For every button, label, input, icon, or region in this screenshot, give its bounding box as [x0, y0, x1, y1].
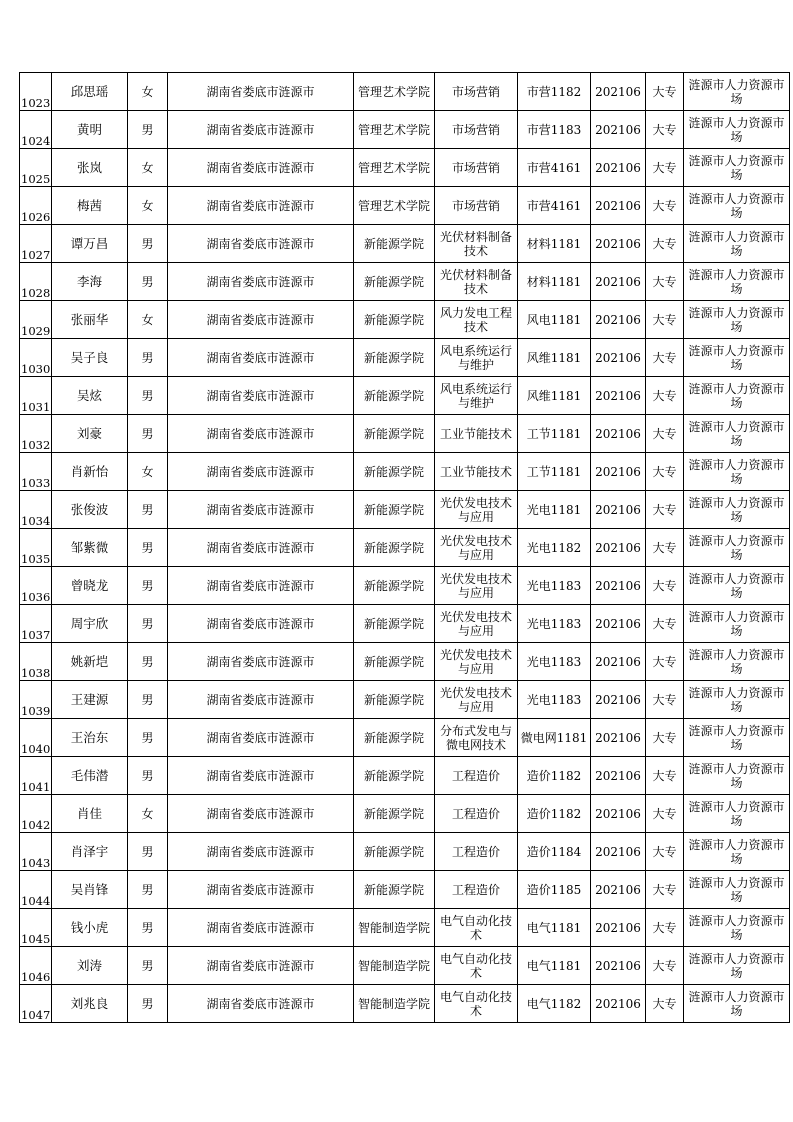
row-number-cell: 1034 [20, 491, 52, 529]
gender-cell: 女 [128, 149, 168, 187]
table-row [20, 339, 790, 377]
college-cell: 新能源学院 [354, 681, 435, 719]
destination-cell: 涟源市人力资源市场 [684, 529, 790, 567]
graduation-date-cell: 202106 [591, 339, 646, 377]
college-cell: 新能源学院 [354, 567, 435, 605]
gender-cell: 女 [128, 187, 168, 225]
origin-cell: 湖南省娄底市涟源市 [168, 339, 354, 377]
major-cell: 工程造价 [435, 833, 518, 871]
graduation-date-cell: 202106 [591, 377, 646, 415]
education-level-cell: 大专 [646, 605, 684, 643]
name-cell: 肖新怡 [52, 453, 128, 491]
table-row [20, 605, 790, 643]
table-row [20, 643, 790, 681]
class-cell: 市营1183 [518, 111, 591, 149]
row-number-cell: 1036 [20, 567, 52, 605]
education-level-cell: 大专 [646, 719, 684, 757]
table-row [20, 377, 790, 415]
college-cell: 新能源学院 [354, 529, 435, 567]
name-cell: 王建源 [52, 681, 128, 719]
origin-cell: 湖南省娄底市涟源市 [168, 909, 354, 947]
destination-cell: 涟源市人力资源市场 [684, 339, 790, 377]
major-cell: 电气自动化技术 [435, 909, 518, 947]
education-level-cell: 大专 [646, 909, 684, 947]
education-level-cell: 大专 [646, 149, 684, 187]
education-level-cell: 大专 [646, 795, 684, 833]
table-row [20, 301, 790, 339]
class-cell: 材料1181 [518, 263, 591, 301]
education-level-cell: 大专 [646, 871, 684, 909]
graduation-date-cell: 202106 [591, 529, 646, 567]
gender-cell: 男 [128, 415, 168, 453]
destination-cell: 涟源市人力资源市场 [684, 301, 790, 339]
row-number-cell: 1040 [20, 719, 52, 757]
row-number-cell: 1029 [20, 301, 52, 339]
college-cell: 管理艺术学院 [354, 149, 435, 187]
gender-cell: 男 [128, 871, 168, 909]
major-cell: 市场营销 [435, 187, 518, 225]
name-cell: 梅茜 [52, 187, 128, 225]
origin-cell: 湖南省娄底市涟源市 [168, 681, 354, 719]
table-row [20, 73, 790, 111]
major-cell: 风力发电工程技术 [435, 301, 518, 339]
row-number-cell: 1042 [20, 795, 52, 833]
education-level-cell: 大专 [646, 833, 684, 871]
major-cell: 风电系统运行与维护 [435, 339, 518, 377]
education-level-cell: 大专 [646, 757, 684, 795]
gender-cell: 男 [128, 909, 168, 947]
name-cell: 毛伟潜 [52, 757, 128, 795]
table-row [20, 681, 790, 719]
table-row [20, 909, 790, 947]
table-row [20, 491, 790, 529]
origin-cell: 湖南省娄底市涟源市 [168, 453, 354, 491]
name-cell: 吴肖锋 [52, 871, 128, 909]
destination-cell: 涟源市人力资源市场 [684, 187, 790, 225]
class-cell: 电气1182 [518, 985, 591, 1023]
name-cell: 吴子良 [52, 339, 128, 377]
row-number-cell: 1041 [20, 757, 52, 795]
gender-cell: 男 [128, 529, 168, 567]
class-cell: 风维1181 [518, 339, 591, 377]
table-body [20, 73, 790, 1023]
origin-cell: 湖南省娄底市涟源市 [168, 757, 354, 795]
college-cell: 新能源学院 [354, 871, 435, 909]
row-number-cell: 1043 [20, 833, 52, 871]
class-cell: 光电1181 [518, 491, 591, 529]
graduation-date-cell: 202106 [591, 453, 646, 491]
origin-cell: 湖南省娄底市涟源市 [168, 947, 354, 985]
origin-cell: 湖南省娄底市涟源市 [168, 377, 354, 415]
gender-cell: 男 [128, 225, 168, 263]
gender-cell: 男 [128, 681, 168, 719]
table-row [20, 149, 790, 187]
graduation-date-cell: 202106 [591, 301, 646, 339]
education-level-cell: 大专 [646, 187, 684, 225]
major-cell: 光伏发电技术与应用 [435, 605, 518, 643]
row-number-cell: 1031 [20, 377, 52, 415]
graduation-date-cell: 202106 [591, 187, 646, 225]
college-cell: 管理艺术学院 [354, 73, 435, 111]
college-cell: 新能源学院 [354, 377, 435, 415]
origin-cell: 湖南省娄底市涟源市 [168, 225, 354, 263]
education-level-cell: 大专 [646, 529, 684, 567]
origin-cell: 湖南省娄底市涟源市 [168, 719, 354, 757]
education-level-cell: 大专 [646, 73, 684, 111]
college-cell: 新能源学院 [354, 491, 435, 529]
gender-cell: 男 [128, 719, 168, 757]
college-cell: 新能源学院 [354, 795, 435, 833]
gender-cell: 男 [128, 985, 168, 1023]
destination-cell: 涟源市人力资源市场 [684, 225, 790, 263]
row-number-cell: 1046 [20, 947, 52, 985]
destination-cell: 涟源市人力资源市场 [684, 73, 790, 111]
origin-cell: 湖南省娄底市涟源市 [168, 643, 354, 681]
education-level-cell: 大专 [646, 263, 684, 301]
college-cell: 新能源学院 [354, 757, 435, 795]
graduation-date-cell: 202106 [591, 909, 646, 947]
college-cell: 智能制造学院 [354, 909, 435, 947]
origin-cell: 湖南省娄底市涟源市 [168, 567, 354, 605]
major-cell: 分布式发电与微电网技术 [435, 719, 518, 757]
origin-cell: 湖南省娄底市涟源市 [168, 529, 354, 567]
graduation-date-cell: 202106 [591, 149, 646, 187]
destination-cell: 涟源市人力资源市场 [684, 833, 790, 871]
college-cell: 新能源学院 [354, 643, 435, 681]
row-number-cell: 1045 [20, 909, 52, 947]
table-row [20, 719, 790, 757]
name-cell: 李海 [52, 263, 128, 301]
class-cell: 市营1182 [518, 73, 591, 111]
gender-cell: 男 [128, 111, 168, 149]
major-cell: 风电系统运行与维护 [435, 377, 518, 415]
class-cell: 电气1181 [518, 947, 591, 985]
college-cell: 新能源学院 [354, 225, 435, 263]
college-cell: 管理艺术学院 [354, 187, 435, 225]
destination-cell: 涟源市人力资源市场 [684, 909, 790, 947]
gender-cell: 男 [128, 757, 168, 795]
name-cell: 王治东 [52, 719, 128, 757]
education-level-cell: 大专 [646, 225, 684, 263]
college-cell: 智能制造学院 [354, 947, 435, 985]
name-cell: 张岚 [52, 149, 128, 187]
graduation-date-cell: 202106 [591, 415, 646, 453]
origin-cell: 湖南省娄底市涟源市 [168, 301, 354, 339]
class-cell: 光电1182 [518, 529, 591, 567]
row-number-cell: 1026 [20, 187, 52, 225]
origin-cell: 湖南省娄底市涟源市 [168, 491, 354, 529]
name-cell: 刘豪 [52, 415, 128, 453]
origin-cell: 湖南省娄底市涟源市 [168, 73, 354, 111]
class-cell: 电气1181 [518, 909, 591, 947]
gender-cell: 男 [128, 263, 168, 301]
graduation-date-cell: 202106 [591, 985, 646, 1023]
class-cell: 光电1183 [518, 567, 591, 605]
row-number-cell: 1023 [20, 73, 52, 111]
major-cell: 光伏发电技术与应用 [435, 681, 518, 719]
table-row [20, 415, 790, 453]
row-number-cell: 1035 [20, 529, 52, 567]
name-cell: 张俊波 [52, 491, 128, 529]
destination-cell: 涟源市人力资源市场 [684, 947, 790, 985]
name-cell: 刘兆良 [52, 985, 128, 1023]
major-cell: 工程造价 [435, 757, 518, 795]
college-cell: 新能源学院 [354, 301, 435, 339]
gender-cell: 女 [128, 453, 168, 491]
gender-cell: 女 [128, 795, 168, 833]
gender-cell: 男 [128, 833, 168, 871]
major-cell: 光伏发电技术与应用 [435, 567, 518, 605]
destination-cell: 涟源市人力资源市场 [684, 719, 790, 757]
college-cell: 新能源学院 [354, 833, 435, 871]
college-cell: 新能源学院 [354, 453, 435, 491]
destination-cell: 涟源市人力资源市场 [684, 757, 790, 795]
class-cell: 光电1183 [518, 681, 591, 719]
class-cell: 材料1181 [518, 225, 591, 263]
origin-cell: 湖南省娄底市涟源市 [168, 985, 354, 1023]
name-cell: 姚新垲 [52, 643, 128, 681]
destination-cell: 涟源市人力资源市场 [684, 795, 790, 833]
name-cell: 张丽华 [52, 301, 128, 339]
major-cell: 电气自动化技术 [435, 947, 518, 985]
major-cell: 工程造价 [435, 871, 518, 909]
destination-cell: 涟源市人力资源市场 [684, 567, 790, 605]
class-cell: 微电网1181 [518, 719, 591, 757]
class-cell: 风电1181 [518, 301, 591, 339]
major-cell: 工业节能技术 [435, 415, 518, 453]
row-number-cell: 1038 [20, 643, 52, 681]
class-cell: 工节1181 [518, 415, 591, 453]
origin-cell: 湖南省娄底市涟源市 [168, 149, 354, 187]
table-row [20, 111, 790, 149]
college-cell: 新能源学院 [354, 415, 435, 453]
destination-cell: 涟源市人力资源市场 [684, 643, 790, 681]
class-cell: 造价1182 [518, 795, 591, 833]
destination-cell: 涟源市人力资源市场 [684, 415, 790, 453]
major-cell: 市场营销 [435, 149, 518, 187]
education-level-cell: 大专 [646, 377, 684, 415]
graduation-date-cell: 202106 [591, 263, 646, 301]
major-cell: 光伏发电技术与应用 [435, 491, 518, 529]
row-number-cell: 1027 [20, 225, 52, 263]
class-cell: 市营4161 [518, 149, 591, 187]
graduate-table [19, 72, 790, 1023]
college-cell: 新能源学院 [354, 719, 435, 757]
major-cell: 光伏材料制备技术 [435, 225, 518, 263]
major-cell: 光伏发电技术与应用 [435, 643, 518, 681]
table-row [20, 567, 790, 605]
graduation-date-cell: 202106 [591, 947, 646, 985]
class-cell: 工节1181 [518, 453, 591, 491]
graduation-date-cell: 202106 [591, 73, 646, 111]
name-cell: 曾晓龙 [52, 567, 128, 605]
graduation-date-cell: 202106 [591, 605, 646, 643]
destination-cell: 涟源市人力资源市场 [684, 111, 790, 149]
name-cell: 谭万昌 [52, 225, 128, 263]
destination-cell: 涟源市人力资源市场 [684, 871, 790, 909]
table-row [20, 833, 790, 871]
education-level-cell: 大专 [646, 947, 684, 985]
name-cell: 吴炫 [52, 377, 128, 415]
class-cell: 造价1182 [518, 757, 591, 795]
origin-cell: 湖南省娄底市涟源市 [168, 263, 354, 301]
graduation-date-cell: 202106 [591, 757, 646, 795]
destination-cell: 涟源市人力资源市场 [684, 263, 790, 301]
destination-cell: 涟源市人力资源市场 [684, 377, 790, 415]
name-cell: 刘涛 [52, 947, 128, 985]
name-cell: 周宇欣 [52, 605, 128, 643]
gender-cell: 男 [128, 339, 168, 377]
row-number-cell: 1030 [20, 339, 52, 377]
graduation-date-cell: 202106 [591, 871, 646, 909]
destination-cell: 涟源市人力资源市场 [684, 149, 790, 187]
destination-cell: 涟源市人力资源市场 [684, 491, 790, 529]
class-cell: 风维1181 [518, 377, 591, 415]
graduation-date-cell: 202106 [591, 643, 646, 681]
destination-cell: 涟源市人力资源市场 [684, 605, 790, 643]
education-level-cell: 大专 [646, 567, 684, 605]
row-number-cell: 1024 [20, 111, 52, 149]
row-number-cell: 1033 [20, 453, 52, 491]
major-cell: 市场营销 [435, 111, 518, 149]
table-row [20, 757, 790, 795]
destination-cell: 涟源市人力资源市场 [684, 453, 790, 491]
education-level-cell: 大专 [646, 415, 684, 453]
college-cell: 新能源学院 [354, 605, 435, 643]
graduation-date-cell: 202106 [591, 491, 646, 529]
major-cell: 光伏发电技术与应用 [435, 529, 518, 567]
table-row [20, 529, 790, 567]
college-cell: 智能制造学院 [354, 985, 435, 1023]
class-cell: 市营4161 [518, 187, 591, 225]
education-level-cell: 大专 [646, 491, 684, 529]
name-cell: 黄明 [52, 111, 128, 149]
graduation-date-cell: 202106 [591, 567, 646, 605]
education-level-cell: 大专 [646, 301, 684, 339]
major-cell: 市场营销 [435, 73, 518, 111]
gender-cell: 男 [128, 377, 168, 415]
college-cell: 新能源学院 [354, 263, 435, 301]
row-number-cell: 1047 [20, 985, 52, 1023]
gender-cell: 男 [128, 643, 168, 681]
class-cell: 造价1185 [518, 871, 591, 909]
gender-cell: 男 [128, 567, 168, 605]
graduation-date-cell: 202106 [591, 681, 646, 719]
gender-cell: 男 [128, 605, 168, 643]
row-number-cell: 1032 [20, 415, 52, 453]
row-number-cell: 1025 [20, 149, 52, 187]
table-row [20, 871, 790, 909]
row-number-cell: 1037 [20, 605, 52, 643]
major-cell: 工业节能技术 [435, 453, 518, 491]
class-cell: 光电1183 [518, 643, 591, 681]
name-cell: 肖泽宇 [52, 833, 128, 871]
origin-cell: 湖南省娄底市涟源市 [168, 187, 354, 225]
major-cell: 电气自动化技术 [435, 985, 518, 1023]
name-cell: 钱小虎 [52, 909, 128, 947]
origin-cell: 湖南省娄底市涟源市 [168, 795, 354, 833]
graduation-date-cell: 202106 [591, 795, 646, 833]
gender-cell: 女 [128, 73, 168, 111]
gender-cell: 女 [128, 301, 168, 339]
origin-cell: 湖南省娄底市涟源市 [168, 871, 354, 909]
destination-cell: 涟源市人力资源市场 [684, 681, 790, 719]
graduation-date-cell: 202106 [591, 719, 646, 757]
education-level-cell: 大专 [646, 111, 684, 149]
graduation-date-cell: 202106 [591, 833, 646, 871]
education-level-cell: 大专 [646, 681, 684, 719]
education-level-cell: 大专 [646, 339, 684, 377]
college-cell: 管理艺术学院 [354, 111, 435, 149]
row-number-cell: 1028 [20, 263, 52, 301]
gender-cell: 男 [128, 947, 168, 985]
class-cell: 造价1184 [518, 833, 591, 871]
name-cell: 邱思瑶 [52, 73, 128, 111]
origin-cell: 湖南省娄底市涟源市 [168, 111, 354, 149]
row-number-cell: 1039 [20, 681, 52, 719]
class-cell: 光电1183 [518, 605, 591, 643]
table-row [20, 187, 790, 225]
table-row [20, 985, 790, 1023]
table-row [20, 263, 790, 301]
name-cell: 肖佳 [52, 795, 128, 833]
table-row [20, 947, 790, 985]
row-number-cell: 1044 [20, 871, 52, 909]
origin-cell: 湖南省娄底市涟源市 [168, 605, 354, 643]
graduation-date-cell: 202106 [591, 111, 646, 149]
table-row [20, 795, 790, 833]
table-row [20, 453, 790, 491]
origin-cell: 湖南省娄底市涟源市 [168, 833, 354, 871]
gender-cell: 男 [128, 491, 168, 529]
name-cell: 邹紫微 [52, 529, 128, 567]
destination-cell: 涟源市人力资源市场 [684, 985, 790, 1023]
table-row [20, 225, 790, 263]
education-level-cell: 大专 [646, 985, 684, 1023]
major-cell: 工程造价 [435, 795, 518, 833]
origin-cell: 湖南省娄底市涟源市 [168, 415, 354, 453]
education-level-cell: 大专 [646, 643, 684, 681]
major-cell: 光伏材料制备技术 [435, 263, 518, 301]
education-level-cell: 大专 [646, 453, 684, 491]
graduation-date-cell: 202106 [591, 225, 646, 263]
college-cell: 新能源学院 [354, 339, 435, 377]
